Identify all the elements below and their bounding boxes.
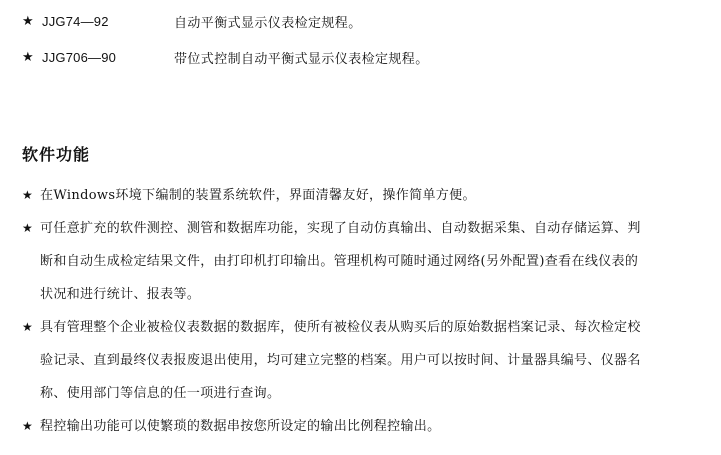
feature-item (22, 311, 702, 410)
feature-line: 验记录、直到最终仪表报废退出使用，均可建立完整的档案。用户可以按时间、计量器具编号、仪器名 (40, 353, 641, 368)
star-bullet-icon: ★ (22, 13, 34, 29)
feature-line: 断和自动生成检定结果文件，由打印机打印输出。管理机构可随时通过网络(另外配置)查看在线仪表的 (40, 254, 639, 269)
feature-item (22, 410, 702, 443)
section-title: 软件功能 (22, 145, 91, 164)
standard-description: 自动平衡式显示仪表检定规程。 (174, 15, 362, 31)
star-bullet-icon: ★ (22, 320, 34, 334)
star-bullet-icon: ★ (22, 49, 34, 65)
standard-item (22, 10, 702, 32)
feature-line: 称、使用部门等信息的任一项进行查询。 (40, 386, 281, 401)
star-bullet-icon: ★ (22, 188, 34, 202)
feature-list (22, 179, 702, 443)
feature-item (22, 179, 702, 212)
feature-line: 状况和进行统计、报表等。 (40, 287, 201, 302)
standard-item (22, 46, 702, 68)
standard-code: JJG706—90 (42, 49, 117, 65)
feature-line: 可任意扩充的软件测控、测管和数据库功能，实现了自动仿真输出、自动数据采集、自动存储运算、判 (40, 221, 641, 236)
feature-line: 具有管理整个企业被检仪表数据的数据库，使所有被检仪表从购买后的原始数据档案记录、每次检定校 (40, 320, 641, 335)
feature-item (22, 212, 702, 311)
standard-code: JJG74—92 (42, 13, 109, 29)
feature-line: 程控输出功能可以使繁琐的数据串按您所设定的输出比例程控输出。 (40, 419, 441, 434)
standard-description: 带位式控制自动平衡式显示仪表检定规程。 (174, 51, 429, 67)
standards-list (22, 10, 702, 82)
feature-line: 在Windows环境下编制的装置系统软件，界面清馨友好，操作简单方便。 (40, 188, 476, 203)
star-bullet-icon: ★ (22, 221, 34, 235)
star-bullet-icon: ★ (22, 419, 34, 433)
